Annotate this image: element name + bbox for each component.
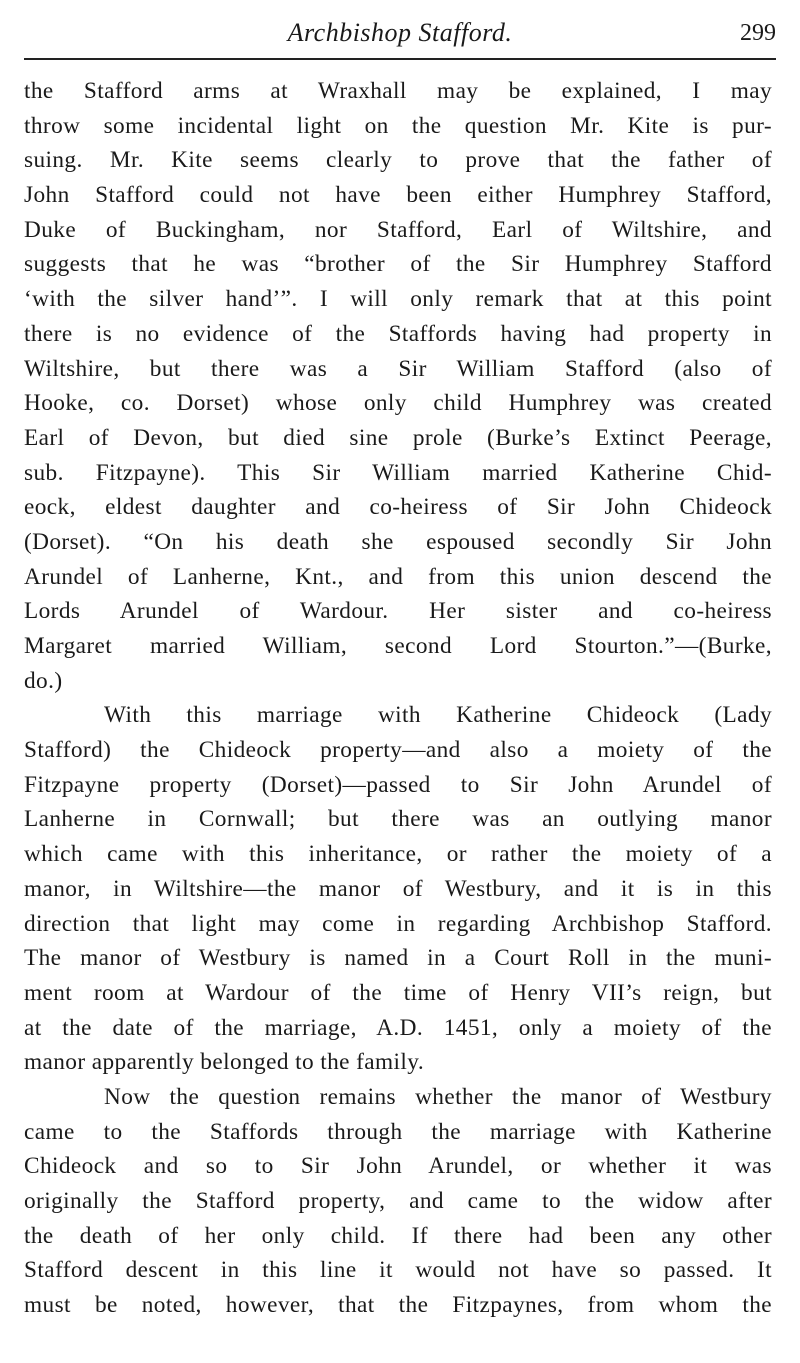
text-line: came to the Staffords through the marriage with Katherine (24, 1118, 772, 1145)
text-line: Chideock and so to Sir John Arundel, or whether it was (24, 1153, 772, 1180)
page-header (24, 12, 776, 56)
text-line: there is no evidence of the Staffords having had property in (24, 320, 772, 347)
page-number: 299 (740, 20, 776, 46)
text-line: Arundel of Lanherne, Knt., and from this union descend the (24, 563, 772, 590)
text-line: ‘with the silver hand’”. I will only remark that at this point (24, 286, 772, 313)
text-line: originally the Stafford property, and came to the widow after (24, 1188, 772, 1214)
header-rule (24, 58, 776, 60)
text-line: Duke of Buckingham, nor Stafford, Earl of Wiltshire, and (24, 216, 772, 243)
text-line: suing. Mr. Kite seems clearly to prove that the father of (24, 147, 772, 174)
text-line: Lanherne in Cornwall; but there was an outlying manor (24, 806, 772, 833)
text-line: Fitzpayne property (Dorset)—passed to Sir John Arundel of (24, 771, 772, 798)
text-line: the Stafford arms at Wraxhall may be explained, I may (24, 78, 772, 104)
text-line: Lords Arundel of Wardour. Her sister and co-heiress (24, 598, 772, 625)
text-line: eock, eldest daughter and co-heiress of Sir John Chideock (24, 494, 772, 521)
text-line: manor apparently belonged to the family. (24, 1049, 425, 1076)
text-line: which came with this inheritance, or rather the moiety of a (24, 841, 772, 868)
text-line: ment room at Wardour of the time of Henry VII’s reign, but (24, 979, 772, 1006)
text-line: throw some incidental light on the question Mr. Kite is pur- (24, 112, 772, 139)
body-text (24, 74, 772, 1323)
text-line: sub. Fitzpayne). This Sir William married Katherine Chid- (24, 459, 772, 486)
text-line: (Dorset). “On his death she espoused secondly Sir John (24, 528, 772, 555)
text-line: Margaret married William, second Lord Stourton.”—(Burke, (24, 633, 772, 659)
text-line: the death of her only child. If there had been any other (24, 1222, 772, 1249)
text-line: Stafford) the Chideock property—and also a moiety of the (24, 737, 772, 764)
text-line: Hooke, co. Dorset) whose only child Humphrey was created (24, 390, 772, 417)
text-line: Now the question remains whether the manor of Westbury (104, 1083, 772, 1110)
text-line: suggests that he was “brother of the Sir Humphrey Stafford (24, 251, 772, 278)
text-line: manor, in Wiltshire—the manor of Westbury, and it is in this (24, 875, 772, 902)
text-line: The manor of Westbury is named in a Court Roll in the muni- (24, 945, 772, 972)
text-line: do.) (24, 667, 63, 694)
text-line: Stafford descent in this line it would not have so passed. It (24, 1257, 772, 1284)
text-line: at the date of the marriage, A.D. 1451, only a moiety of the (24, 1014, 772, 1041)
text-line: Earl of Devon, but died sine prole (Burke’s Extinct Peerage, (24, 424, 772, 451)
text-line: must be noted, however, that the Fitzpaynes, from whom the (24, 1292, 772, 1319)
running-title: Archbishop Stafford. (287, 18, 513, 47)
text-line: direction that light may come in regarding Archbishop Stafford. (24, 910, 772, 937)
text-line: With this marriage with Katherine Chideock (Lady (104, 702, 772, 729)
text-line: Wiltshire, but there was a Sir William Stafford (also of (24, 355, 772, 382)
text-line: John Stafford could not have been either Humphrey Stafford, (24, 182, 772, 209)
